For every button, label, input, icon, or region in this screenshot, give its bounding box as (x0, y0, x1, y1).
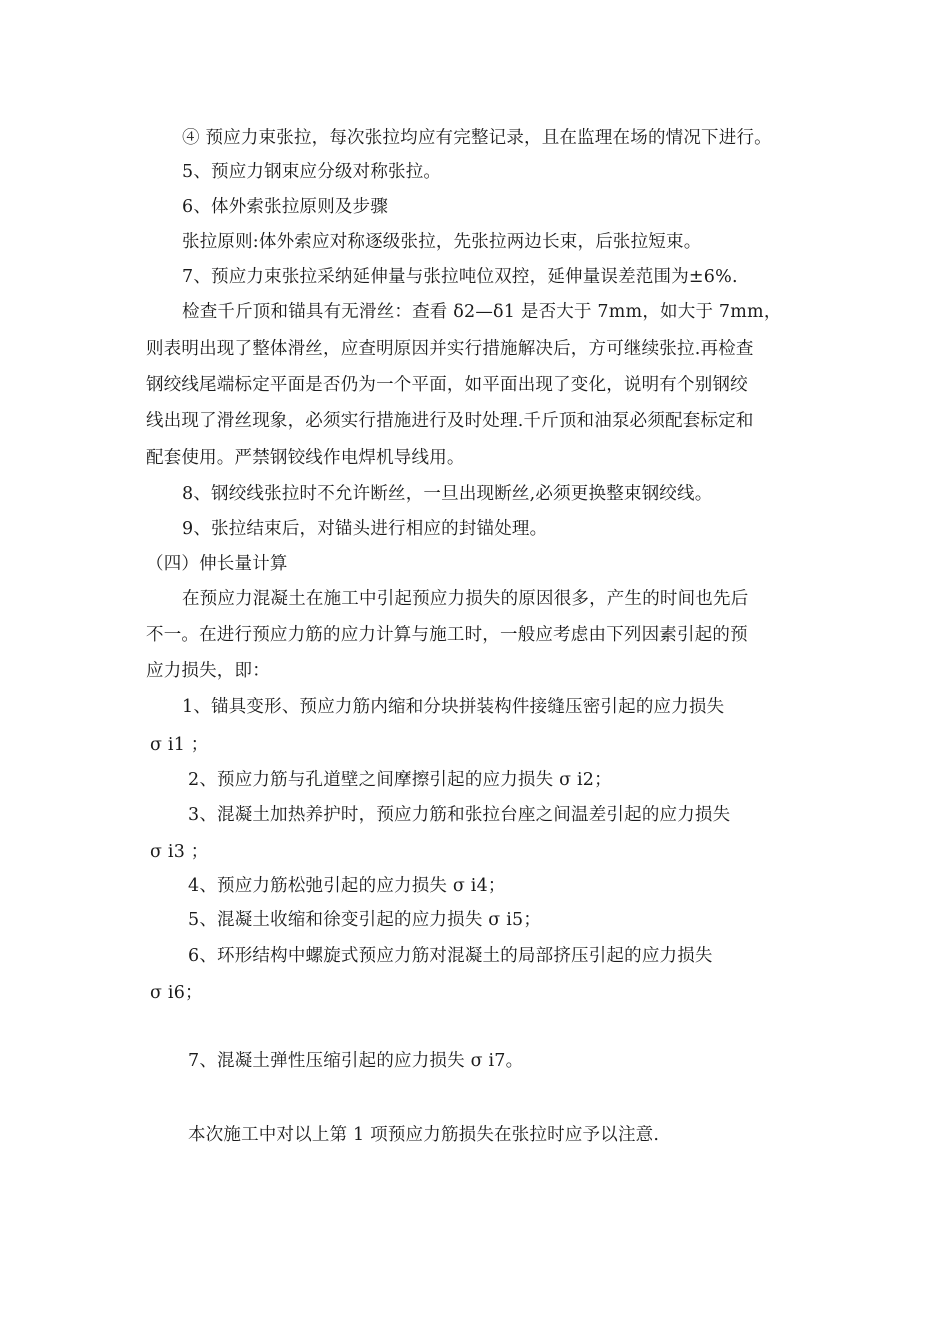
list-item-loss-2: 2、预应力筋与孔道壁之间摩擦引起的应力损失 σ i2； (188, 770, 612, 790)
paragraph-line-tension-record: ④ 预应力束张拉，每次张拉均应有完整记录，且在监理在场的情况下进行。 (182, 128, 772, 148)
paragraph-line-check-jack: 检查千斤顶和锚具有无滑丝：查看 δ2—δ1 是否大于 7mm，如大于 7mm， (182, 302, 782, 322)
paragraph-line-loss-intro-2: 不一。在进行预应力筋的应力计算与施工时，一般应考虑由下列因素引起的预 (146, 625, 748, 645)
list-item-loss-6-symbol: σ i6； (150, 983, 203, 1003)
list-item-loss-6: 6、环形结构中螺旋式预应力筋对混凝土的局部挤压引起的应力损失 (188, 946, 713, 966)
paragraph-line-step-5: 5、预应力钢束应分级对称张拉。 (182, 162, 442, 182)
list-item-loss-1: 1、锚具变形、预应力筋内缩和分块拼装构件接缝压密引起的应力损失 (182, 697, 725, 717)
list-item-loss-4: 4、预应力筋松弛引起的应力损失 σ i4； (188, 876, 506, 896)
list-item-loss-5: 5、混凝土收缩和徐变引起的应力损失 σ i5； (188, 910, 542, 930)
paragraph-line-slip-2: 钢绞线尾端标定平面是否仍为一个平面，如平面出现了变化，说明有个别钢绞 (146, 375, 748, 395)
paragraph-line-loss-intro-3: 应力损失，即： (146, 661, 270, 681)
paragraph-line-slip-1: 则表明出现了整体滑丝，应查明原因并实行措施解决后，方可继续张拉.再检查 (146, 339, 754, 359)
paragraph-line-step-6: 6、体外索张拉原则及步骤 (182, 197, 389, 217)
paragraph-line-step-7: 7、预应力束张拉采纳延伸量与张拉吨位双控，延伸量误差范围为±6%. (182, 267, 738, 287)
paragraph-line-loss-intro-1: 在预应力混凝土在施工中引起预应力损失的原因很多，产生的时间也先后 (182, 589, 749, 609)
closing-note: 本次施工中对以上第 1 项预应力筋损失在张拉时应予以注意. (188, 1125, 660, 1145)
section-heading-elongation: （四）伸长量计算 (146, 554, 288, 574)
list-item-loss-3: 3、混凝土加热养护时，预应力筋和张拉台座之间温差引起的应力损失 (188, 805, 731, 825)
list-item-loss-7: 7、混凝土弹性压缩引起的应力损失 σ i7。 (188, 1051, 524, 1071)
paragraph-line-step-8: 8、钢绞线张拉时不允许断丝，一旦出现断丝,必须更换整束钢绞线。 (182, 484, 713, 504)
list-item-loss-1-symbol: σ i1 ； (150, 735, 209, 755)
paragraph-line-slip-3: 线出现了滑丝现象，必须实行措施进行及时处理.千斤顶和油泵必须配套标定和 (146, 411, 754, 431)
paragraph-line-step-9: 9、张拉结束后，对锚头进行相应的封锚处理。 (182, 519, 548, 539)
paragraph-line-slip-4: 配套使用。严禁钢铰线作电焊机导线用。 (146, 448, 465, 468)
paragraph-line-tension-principle: 张拉原则:体外索应对称逐级张拉，先张拉两边长束，后张拉短束。 (182, 232, 702, 252)
list-item-loss-3-symbol: σ i3 ； (150, 842, 209, 862)
